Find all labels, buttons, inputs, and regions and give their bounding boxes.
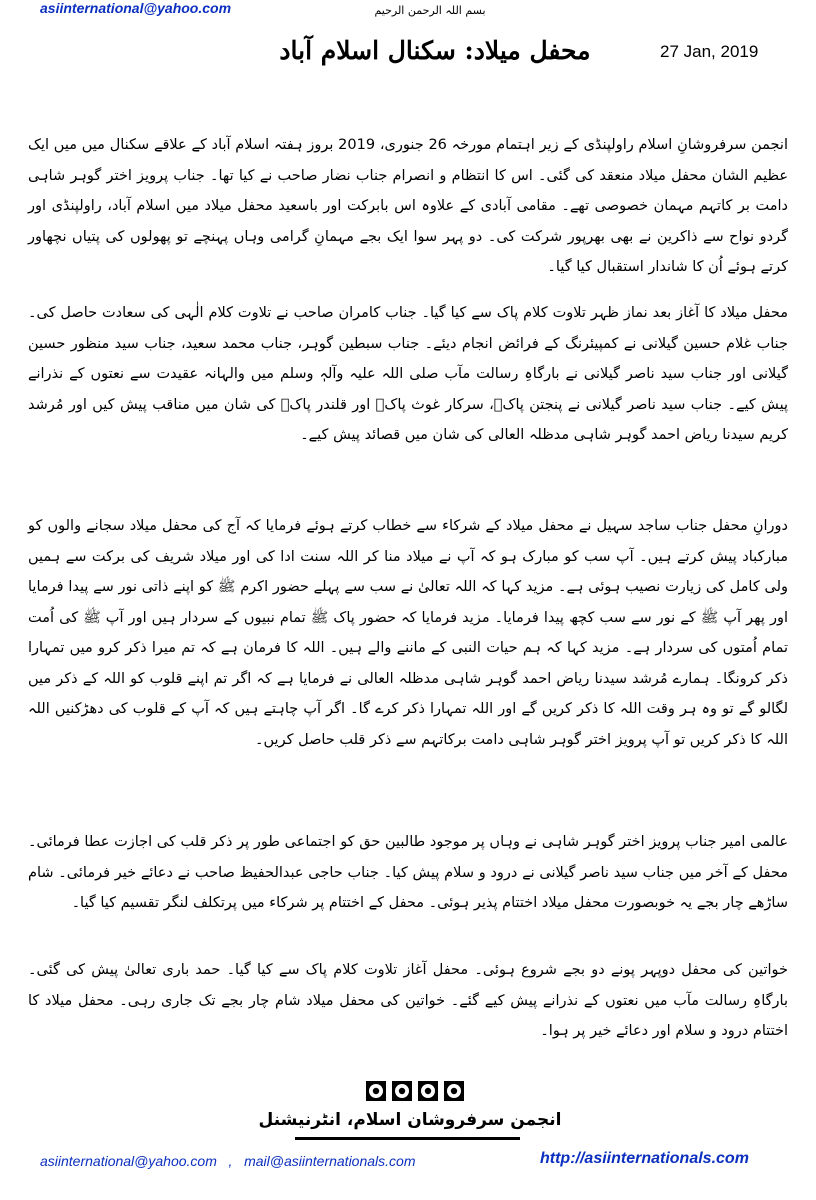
page-title: محفل میلاد: سکنال اسلام آباد — [279, 36, 591, 65]
footer-divider — [295, 1137, 520, 1140]
ornament-divider — [355, 1080, 475, 1102]
bismillah-heading: بسم اللہ الرحمن الرحیم — [374, 4, 486, 17]
date-label: 27 Jan, 2019 — [660, 42, 759, 61]
article-paragraph-5: خواتین کی محفل دوپہر پونے دو بجے شروع ہوئی۔ محفل آغاز تلاوت کلام پاک سے کیا گیا۔ حمد باری تعالیٰ پیش کی گئی۔ بارگاہِ رسالت مآب میں نعتوں کے نذرانے پیش کیے گئے۔ خواتین کی محفل میلاد شام چار بجے تک جاری رہی۔ محفل میلاد کا اختتام درود و سلام اور دعائے خیر پر ہوا۔ — [28, 962, 788, 1039]
flower-ornament-icon — [391, 1080, 413, 1102]
header-email-link[interactable]: asiinternational@yahoo.com — [40, 0, 232, 16]
article-paragraph-2: محفل میلاد کا آغاز بعد نماز ظہر تلاوت کلام پاک سے کیا گیا۔ جناب کامران صاحب نے تلاوت کلام الٰہی کی سعادت حاصل کی۔ جناب غلام حسین گیلانی نے کمپیئرنگ کے فرائض انجام دیئے۔ جناب سبطین گوہر، جناب محمد سعید، جناب سید منظور حسین گیلانی اور جناب سید ناصر گیلانی نے بارگاہِ رسالت مآب صلی اللہ علیہ وآلہٖ وسلم میں والہانہ عقیدت سے نعتوں کے نذرانے پیش کیے۔ جناب سید ناصر گیلانی نے پنجتن پاکؑ، سرکار غوث پاکؒ اور قلندر پاکؒ کی شان میں مناقب پیش کیں اور مُرشد کریم سیدنا ریاض احمد گوہر شاہی مدظلہ العالی کی شان میں قصائد پیش کیے۔ — [28, 305, 788, 443]
article-paragraph-3: دورانِ محفل جناب ساجد سہیل نے محفل میلاد کے شرکاء سے خطاب کرتے ہوئے فرمایا کہ آج کی محفل میلاد سجانے والوں کو مبارکباد پیش کرتے ہیں۔ آپ سب کو مبارک ہو کہ آپ نے میلاد منا کر اللہ سنت ادا کی اور میلاد شریف کی برکت سے ہمیں ولی کامل کی زیارت نصیب ہوئی ہے۔ مزید کہا کہ اللہ تعالیٰ نے سب سے پہلے حضور اکرم ﷺ کو اپنے ذاتی نور سے پیدا فرمایا اور پھر آپ ﷺ کے نور سے سب کچھ پیدا فرمایا۔ مزید فرمایا کہ حضور پاک ﷺ تمام نبیوں کے سردار ہیں اور آپ ﷺ کی اُمت تمام اُمتوں کی سردار ہے۔ مزید کہا کہ ہم حیات النبی کے ماننے والے ہیں۔ اللہ کا فرمان ہے کہ تم میرا ذکر کرو میں تمہارا ذکر کرونگا۔ ہمارے مُرشد سیدنا ریاض احمد گوہر شاہی مدظلہ العالی نے فرمایا ہے کہ اگر تم اپنے قلوب کو اللہ کے ذکر میں لگالو گے تو وہ ہر وقت اللہ کا ذکر کریں گے اور اللہ تمہارا ذکر کرے گا۔ اگر آپ چاہتے ہیں کہ آپ کے قلوب کی دھڑکنیں اللہ اللہ کا ذکر کریں تو آپ پرویز اختر گوہر شاہی دامت برکاتہم سے ذکر قلب حاصل کریں۔ — [28, 518, 788, 748]
flower-ornament-icon — [417, 1080, 439, 1102]
article-paragraph-4: عالمی امیر جناب پرویز اختر گوہر شاہی نے وہاں پر موجود طالبین حق کو اجتماعی طور پر ذکر قلب کی اجازت عطا فرمائی۔ محفل کے آخر میں جناب سید ناصر گیلانی نے درود و سلام پیش کیا۔ جناب حاجی عبدالحفیظ صاحب نے دعائے خیر فرمائی۔ شام ساڑھے چار بجے یہ خوبصورت محفل میلاد اختتام پذیر ہوئی۔ محفل کے اختتام پر شرکاء میں پرتکلف لنگر تقسیم کیا گیا۔ — [28, 834, 788, 911]
flower-ornament-icon — [365, 1080, 387, 1102]
footer-organization-name: انجمن سرفروشان اسلام، انٹرنیشنل — [258, 1110, 562, 1130]
article-paragraph-1: انجمن سرفروشانِ اسلام راولپنڈی کے زیر اہتمام مورخہ 26 جنوری، 2019 بروز ہفتہ اسلام آباد کے علاقے سکنال میں میں ایک عظیم الشان محفل میلاد منعقد کی گئی۔ اس کا انتظام و انصرام جناب نضار صاحب نے کیا تھا۔ جناب پرویز اختر گوہر شاہی دامت بر کاتہم مہمان خصوصی تھے۔ مقامی آبادی کے علاوہ اس بابرکت اور باسعید محفل میلاد میں اسلام آباد، راولپنڈی اور گردو نواح سے ذاکرین نے بھی بھرپور شرکت کی۔ دو پہر سوا ایک بجے مہمانِ گرامی وہاں پہنچے تو پھولوں کی پتیاں نچھاور کرتے ہوئے اُن کا شاندار استقبال کیا گیا۔ — [28, 137, 788, 275]
footer-website-link[interactable]: http://asiinternationals.com — [540, 1150, 749, 1167]
flower-ornament-icon — [443, 1080, 465, 1102]
footer-email-links[interactable]: asiinternational@yahoo.com , mail@asiinternationals.com — [40, 1153, 416, 1169]
